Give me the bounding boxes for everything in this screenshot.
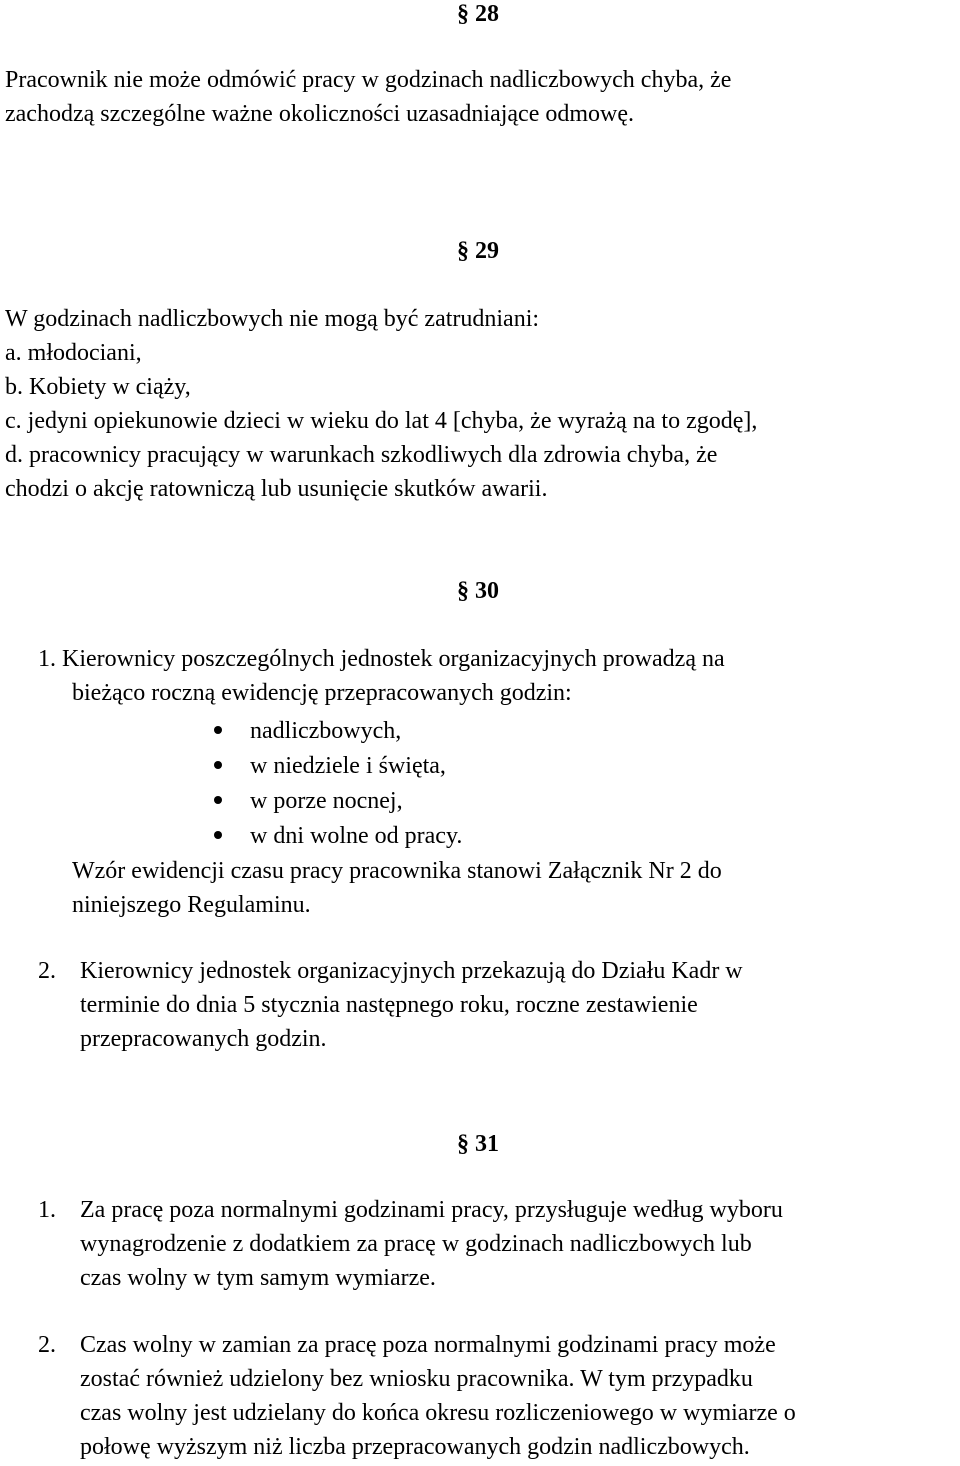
s28-line-2: zachodzą szczególne ważne okoliczności uzasadniające odmowę. bbox=[5, 101, 635, 127]
s29-item-d-cont: chodzi o akcję ratowniczą lub usunięcie skutków awarii. bbox=[5, 476, 548, 502]
s30-note-line-2: niniejszego Regulaminu. bbox=[72, 892, 311, 918]
s29-intro: W godzinach nadliczbowych nie mogą być zatrudniani: bbox=[5, 306, 540, 332]
s31-p1-line-3: czas wolny w tym samym wymiarze. bbox=[80, 1265, 436, 1291]
s31-p2-line-4: połowę wyższym niż liczba przepracowanych godzin nadliczbowych. bbox=[80, 1434, 750, 1460]
s31-p2-line-3: czas wolny jest udzielany do końca okresu rozliczeniowego w wymiarze o bbox=[80, 1400, 796, 1426]
s31-p2-line-2: zostać również udzielony bez wniosku pracownika. W tym przypadku bbox=[80, 1366, 753, 1392]
s30-note-line-1: Wzór ewidencji czasu pracy pracownika stanowi Załącznik Nr 2 do bbox=[72, 858, 722, 884]
s31-p1-number: 1. bbox=[38, 1197, 56, 1223]
s29-item-d: d. pracownicy pracujący w warunkach szkodliwych dla zdrowia chyba, że bbox=[5, 442, 718, 468]
bullet-icon bbox=[214, 796, 222, 804]
s30-p2-number: 2. bbox=[38, 958, 56, 984]
s30-bullet-2: w niedziele i święta, bbox=[250, 753, 446, 779]
s30-p2-line-1: Kierownicy jednostek organizacyjnych przekazują do Działu Kadr w bbox=[80, 958, 743, 984]
s30-p1-line-1: 1. Kierownicy poszczególnych jednostek organizacyjnych prowadzą na bbox=[38, 646, 725, 672]
s29-item-c: c. jedyni opiekunowie dzieci w wieku do lat 4 [chyba, że wyrażą na to zgodę], bbox=[5, 408, 758, 434]
s30-bullet-4: w dni wolne od pracy. bbox=[250, 823, 463, 849]
s31-p1-line-1: Za pracę poza normalnymi godzinami pracy, przysługuje według wyboru bbox=[80, 1197, 783, 1223]
s31-p1-line-2: wynagrodzenie z dodatkiem za pracę w godzinach nadliczbowych lub bbox=[80, 1231, 752, 1257]
s31-p2-line-1: Czas wolny w zamian za pracę poza normalnymi godzinami pracy może bbox=[80, 1332, 776, 1358]
s30-bullet-1: nadliczbowych, bbox=[250, 718, 402, 744]
s30-bullet-3: w porze nocnej, bbox=[250, 788, 403, 814]
s28-line-1: Pracownik nie może odmówić pracy w godzinach nadliczbowych chyba, że bbox=[5, 67, 732, 93]
s31-p2-number: 2. bbox=[38, 1332, 56, 1358]
s30-p1-line-2: bieżąco roczną ewidencję przepracowanych godzin: bbox=[72, 680, 572, 706]
s29-item-b: b. Kobiety w ciąży, bbox=[5, 374, 191, 400]
s30-p2-line-2: terminie do dnia 5 stycznia następnego roku, roczne zestawienie bbox=[80, 992, 698, 1018]
section-heading-31: § 31 bbox=[457, 1131, 499, 1157]
section-heading-30: § 30 bbox=[457, 578, 499, 604]
bullet-icon bbox=[214, 726, 222, 734]
s29-item-a: a. młodociani, bbox=[5, 340, 142, 366]
bullet-icon bbox=[214, 761, 222, 769]
bullet-icon bbox=[214, 831, 222, 839]
s30-p2-line-3: przepracowanych godzin. bbox=[80, 1026, 327, 1052]
section-heading-29: § 29 bbox=[457, 238, 499, 264]
section-heading-28: § 28 bbox=[457, 1, 499, 27]
